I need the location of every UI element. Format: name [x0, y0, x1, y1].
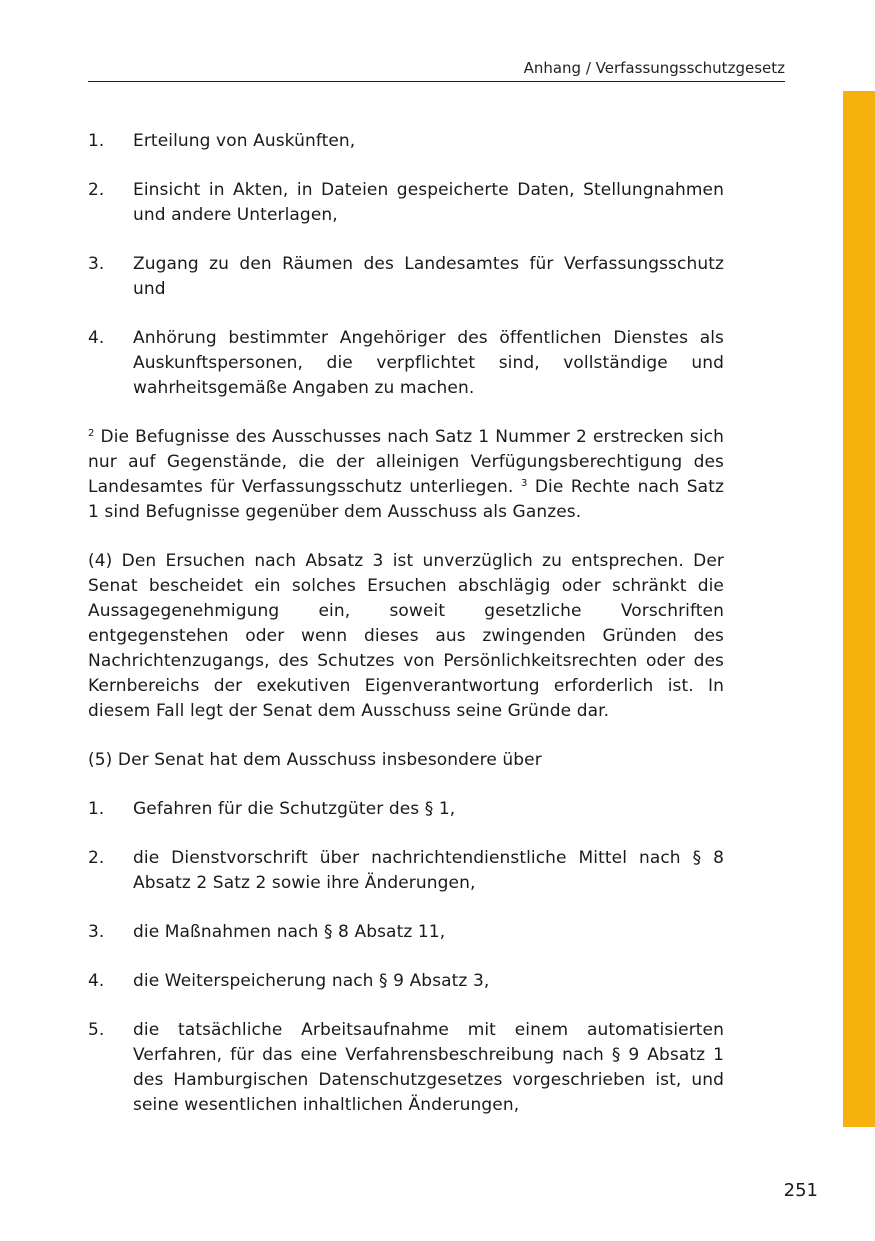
list-item-text: Anhörung bestimmter Angehöriger des öffentlichen Dienstes als Auskunftspersonen, die verpflichtet sind, vollständige und wahrheitsgemäße Angaben zu machen. [133, 328, 724, 398]
paragraph-sentences-2-3 [88, 425, 724, 525]
list-item-text: die tatsächliche Arbeitsaufnahme mit einem automatisierten Verfahren, für das eine Verfahrensbeschreibung nach § 9 Absatz 1 des Hamburgischen Datenschutzgesetzes vorgeschrieben ist, und seine wesentlichen inhaltlichen Änderungen, [133, 1020, 724, 1115]
list-item-number: 4. [88, 971, 105, 991]
list-item [88, 326, 724, 401]
list-item [88, 846, 724, 896]
paragraph-text: Die Befugnisse des Ausschusses nach Satz 1 Nummer 2 erstrecken sich nur auf Gegenstände, die der alleinigen Verfügungsberechtigung des Landesamtes für Verfassungsschutz unterliegen. [88, 427, 724, 497]
paragraph-5-intro: (5) Der Senat hat dem Ausschuss insbesondere über [88, 750, 542, 770]
running-header: Anhang / Verfassungsschutzgesetz [88, 59, 785, 82]
list-item [88, 920, 724, 945]
list-item-number: 1. [88, 799, 105, 819]
list-item-text: Einsicht in Akten, in Dateien gespeicherte Daten, Stellungnahmen und andere Unterlagen, [133, 180, 724, 225]
list-item [88, 178, 724, 228]
list-item [88, 1018, 724, 1118]
page-number: 251 [783, 1180, 818, 1201]
list-item-text: die Maßnahmen nach § 8 Absatz 11, [133, 922, 446, 942]
list-item [88, 252, 724, 302]
list-item-text: Zugang zu den Räumen des Landesamtes für Verfassungsschutz und [133, 254, 724, 299]
list-item-number: 3. [88, 254, 105, 274]
list-item-number: 1. [88, 131, 105, 151]
list-item [88, 969, 724, 994]
list-item-number: 4. [88, 328, 105, 348]
paragraph-4: (4) Den Ersuchen nach Absatz 3 ist unverzüglich zu entsprechen. Der Senat bescheidet ein solches Ersuchen abschlägig oder schränkt die Aussagegenehmigung ein, soweit gesetzliche Vorschriften entgegenstehen oder wenn dieses aus zwingenden Gründen des Nachrichtenzugangs, des Schutzes von Persönlichkeitsrechten oder des Kernbereichs der exekutiven Eigenverantwortung erforderlich ist. In diesem Fall legt der Senat dem Ausschuss seine Gründe dar. [88, 551, 724, 721]
list-item-text: die Weiterspeicherung nach § 9 Absatz 3, [133, 971, 490, 991]
list-item-number: 2. [88, 848, 105, 868]
paragraph-text: Die Rechte nach Satz 1 sind Befugnisse gegenüber dem Ausschuss als Ganzes. [88, 477, 724, 522]
list-item-text: die Dienstvorschrift über nachrichtendienstliche Mittel nach § 8 Absatz 2 Satz 2 sowie ihre Änderungen, [133, 848, 724, 893]
list-item [88, 129, 724, 154]
list-item-number: 5. [88, 1020, 105, 1040]
list-item-number: 2. [88, 180, 105, 200]
page-body [88, 129, 724, 1142]
list-item-text: Gefahren für die Schutzgüter des § 1, [133, 799, 456, 819]
list-item-text: Erteilung von Auskünften, [133, 131, 356, 151]
sentence-number: 3 [520, 478, 528, 489]
list-item [88, 797, 724, 822]
list-item-number: 3. [88, 922, 105, 942]
sentence-number: 2 [88, 428, 95, 439]
chapter-thumb-tab [843, 91, 875, 1127]
